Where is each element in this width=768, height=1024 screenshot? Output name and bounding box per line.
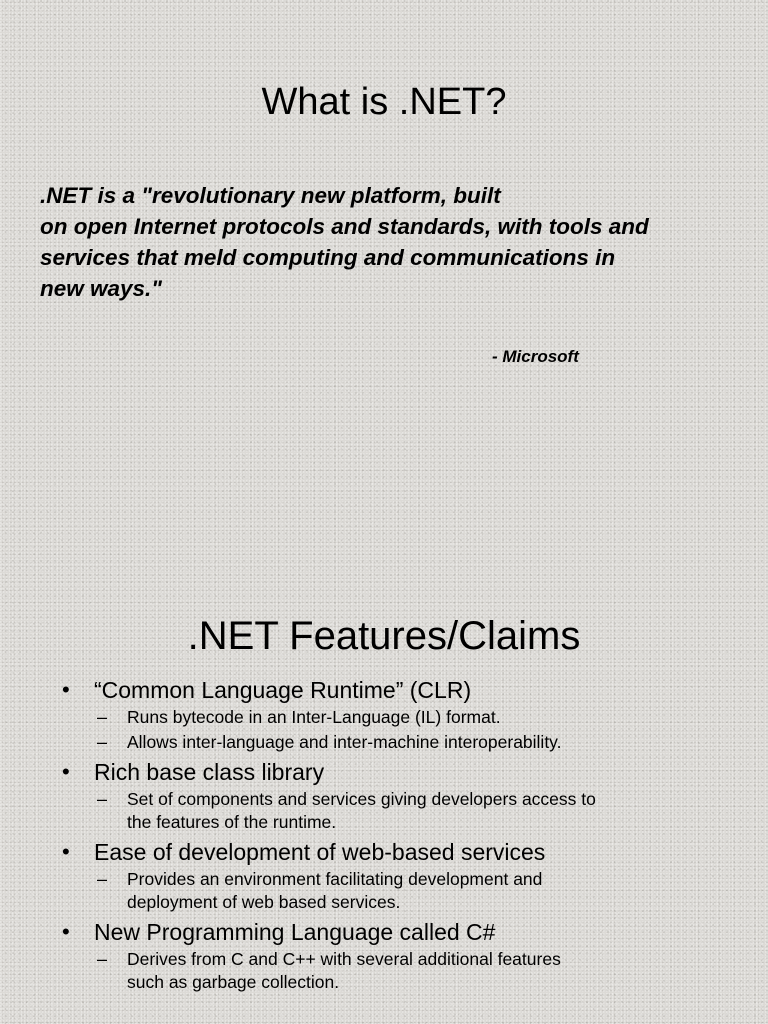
- quote-line: on open Internet protocols and standards, with tools and: [40, 214, 649, 239]
- feature-item: [62, 675, 762, 754]
- feature-item: [62, 757, 762, 834]
- feature-item: [62, 917, 762, 994]
- sub-point-line: Provides an environment facilitating development and: [127, 869, 543, 889]
- sub-point-line: Runs bytecode in an Inter-Language (IL) format.: [127, 707, 501, 727]
- feature-list: [62, 675, 762, 997]
- sub-point: [97, 948, 762, 994]
- sub-point: [97, 868, 762, 914]
- sub-point-text: [127, 868, 762, 914]
- sub-point-list: [97, 788, 762, 834]
- feature-label: “Common Language Runtime” (CLR): [94, 677, 472, 703]
- quote-attribution: - Microsoft: [492, 347, 579, 366]
- sub-point: [97, 731, 762, 754]
- feature-label: Rich base class library: [94, 759, 325, 785]
- feature-label: Ease of development of web-based services: [94, 839, 546, 865]
- sub-point-text: [127, 731, 762, 754]
- dash-icon: –: [97, 869, 108, 889]
- sub-point: [97, 706, 762, 729]
- sub-point-list: [97, 868, 762, 914]
- sub-point-text: [127, 706, 762, 729]
- sub-point-list: [97, 706, 762, 754]
- sub-point-line: Allows inter-language and inter-machine interoperability.: [127, 732, 562, 752]
- quote-line: new ways.": [40, 276, 162, 301]
- microsoft-quote: [40, 180, 750, 304]
- sub-point-line: such as garbage collection.: [127, 972, 340, 992]
- slide-title: .NET Features/Claims: [187, 614, 581, 658]
- dash-icon: –: [97, 732, 108, 752]
- bullet-icon: •: [62, 759, 70, 784]
- slide-title: What is .NET?: [261, 81, 507, 123]
- sub-point-list: [97, 948, 762, 994]
- sub-point-line: Derives from C and C++ with several additional features: [127, 949, 561, 969]
- dash-icon: –: [97, 707, 108, 727]
- sub-point-line: Set of components and services giving developers access to: [127, 789, 596, 809]
- sub-point-line: deployment of web based services.: [127, 892, 401, 912]
- bullet-icon: •: [62, 677, 70, 702]
- quote-line: .NET is a "revolutionary new platform, built: [40, 183, 501, 208]
- slide-net-features: [0, 512, 768, 1024]
- dash-icon: –: [97, 789, 108, 809]
- sub-point-text: [127, 948, 762, 994]
- dash-icon: –: [97, 949, 108, 969]
- bullet-icon: •: [62, 919, 70, 944]
- bullet-icon: •: [62, 839, 70, 864]
- quote-line: services that meld computing and communications in: [40, 245, 616, 270]
- sub-point-text: [127, 788, 762, 834]
- feature-label: New Programming Language called C#: [94, 919, 496, 945]
- sub-point: [97, 788, 762, 834]
- feature-item: [62, 837, 762, 914]
- sub-point-line: the features of the runtime.: [127, 812, 337, 832]
